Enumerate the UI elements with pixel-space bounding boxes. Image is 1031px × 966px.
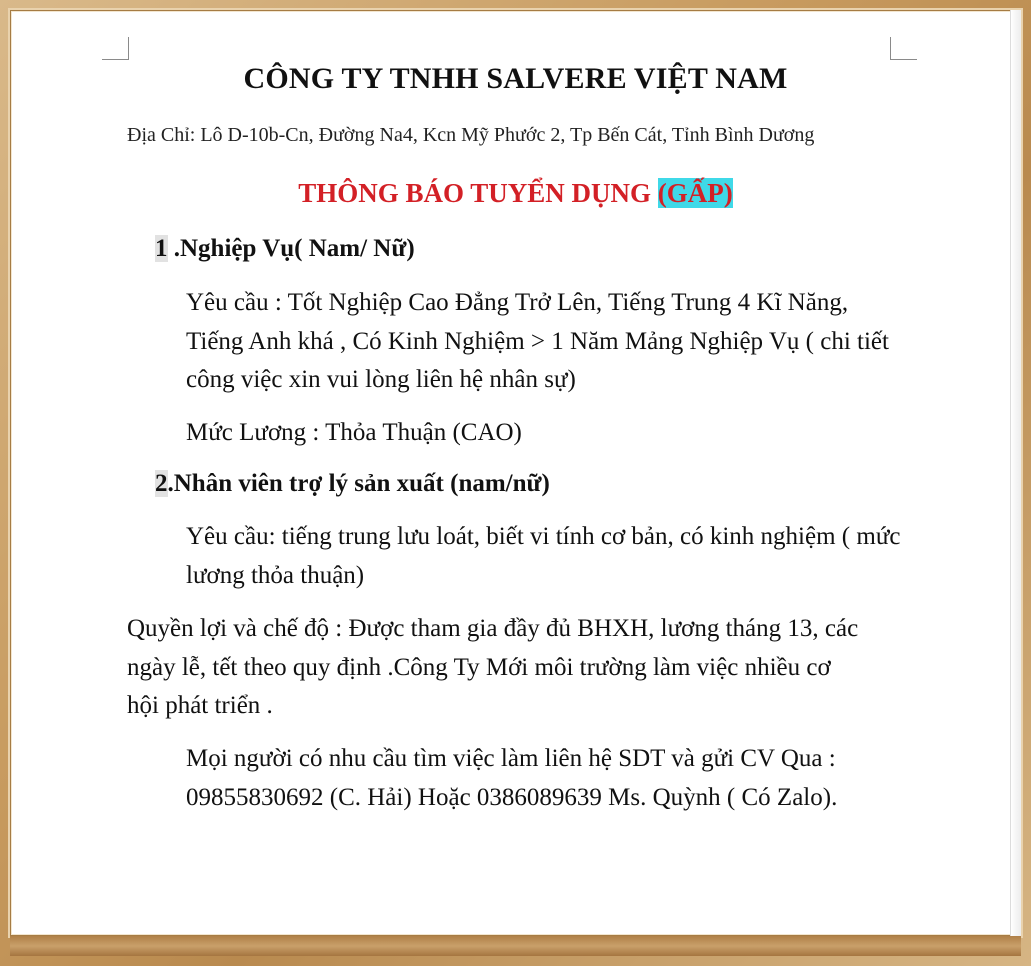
position-2-heading bbox=[155, 470, 550, 498]
position-1-requirement: Yêu cầu : Tốt Nghiệp Cao Đẳng Trở Lên, Tiếng Trung 4 Kĩ Năng, Tiếng Anh khá , Có Kinh Nghiệm > 1 Năm Mảng Nghiệp Vụ ( chi tiết công việc xin vui lòng liên hệ nhân sự) bbox=[186, 289, 889, 393]
margin-corner-mark-left bbox=[102, 37, 129, 60]
frame-bottom-band bbox=[10, 936, 1021, 956]
margin-corner-mark-right bbox=[890, 37, 917, 60]
position-2-requirement: Yêu cầu: tiếng trung lưu loát, biết vi tính cơ bản, có kinh nghiệm ( mức lương thỏa thuận) bbox=[186, 523, 901, 589]
page-edge bbox=[1010, 10, 1021, 936]
benefits-paragraph: Quyền lợi và chế độ : Được tham gia đầy đủ BHXH, lương tháng 13, các ngày lễ, tết theo quy định .Công Ty Mới môi trường làm việc nhiều cơ hội phát triển . bbox=[127, 615, 859, 719]
position-2-title: .Nhân viên trợ lý sản xuất (nam/nữ) bbox=[167, 470, 550, 497]
company-name: CÔNG TY TNHH SALVERE VIỆT NAM bbox=[243, 62, 788, 95]
position-1-title: .Nghiệp Vụ( Nam/ Nữ) bbox=[167, 235, 415, 262]
position-1-number: 1 bbox=[155, 235, 168, 262]
contact-paragraph: Mọi người có nhu cầu tìm việc làm liên hệ SDT và gửi CV Qua : 09855830692 (C. Hải) Hoặc 0386089639 Ms. Quỳnh ( Có Zalo). bbox=[186, 745, 838, 811]
urgent-label: (GẤP) bbox=[657, 178, 733, 208]
notice-title-text: THÔNG BÁO TUYỂN DỤNG bbox=[298, 178, 652, 208]
position-1-salary: Mức Lương : Thỏa Thuận (CAO) bbox=[186, 419, 522, 446]
notice-title bbox=[0, 178, 1031, 209]
company-address: Địa Chỉ: Lô D-10b-Cn, Đường Na4, Kcn Mỹ Phước 2, Tp Bến Cát, Tỉnh Bình Dương bbox=[127, 124, 815, 146]
position-1-heading bbox=[155, 235, 415, 263]
position-2-number: 2 bbox=[155, 470, 168, 497]
